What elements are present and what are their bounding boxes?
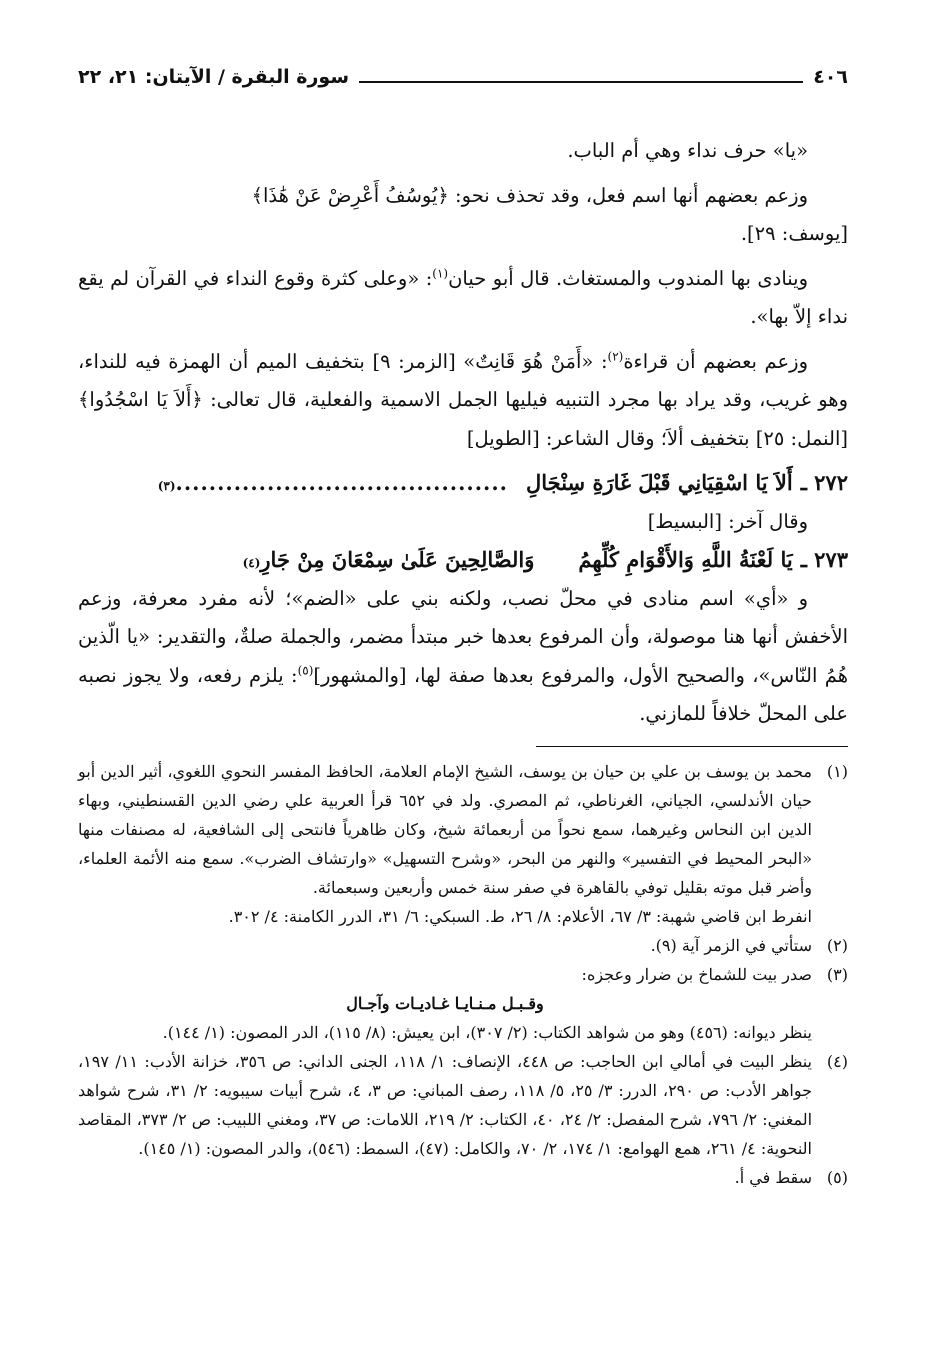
verse-272: ٢٧٢ ـ أَلاَ يَا اسْقِيَانِي قَبْلَ غَارَةِ سِنْجَالِ ........................................ (٣) <box>78 464 848 503</box>
footnote-text: ستأتي في الزمر آية (٩). <box>650 935 812 955</box>
footnote-number: (١) <box>826 761 848 781</box>
footnote-text: صدر بيت للشماخ بن ضرار وعجزه: <box>581 964 812 984</box>
page-number: ٤٠٦ <box>813 66 848 88</box>
footnote-5 <box>78 1163 848 1192</box>
quran-reference: [يوسف: ٢٩]. <box>740 222 848 245</box>
footnote-2 <box>78 931 848 960</box>
footnote-text: سقط في أ. <box>734 1167 812 1187</box>
footnote-verse: وقـبـل مـنـايـا غـاديـات وآجـال <box>346 993 544 1013</box>
footnote-marker[interactable]: (١) <box>432 266 449 280</box>
footnote-reference: انفرط ابن قاضي شهبة: ٣/ ٦٧، الأعلام: ٨/ ٢٦، ط. السبكي: ٦/ ٣١، الدرر الكامنة: ٤/ ٣٠٢. <box>228 906 812 926</box>
footnote-4 <box>78 1047 848 1163</box>
footnote-separator <box>536 746 848 747</box>
footnote-text: ينظر البيت في أمالي ابن الحاجب: ص ٤٤٨، الإنصاف: ١/ ١١٨، الجنى الداني: ص ٣٥٦، خزانة الأدب: ١١/ ١٩٧، جواهر الأدب: ص ٢٩٠، الدرر: ٣/ ٢٥، ٥/ ١١٨، رصف المباني: ص ٣، ٤، شرح أبيات سيبويه: ٢/ ٣١، شرح شواهد المغني: ٢/ ٧٩٦، شرح المفصل: ٢/ ٢٤، ٤٠، الكتاب: ٢/ ٢١٩، اللامات: ص ٣٧، ومغني اللبيب: ص ٢/ ٣٧٣، المقاصد النحوية: ٤/ ٢٦١، همع الهوامع: ١/ ١٧٤، ٢/ ٧٠، والكامل: (٤٧)، السمط: (٥٤٦)، والدر المصون: (١/ ١٤٥). <box>78 1051 813 1158</box>
verse-text: أَلاَ يَا اسْقِيَانِي قَبْلَ غَارَةِ سِنْجَالِ <box>525 470 793 495</box>
footnote-number: (٤) <box>826 1051 848 1071</box>
footnote-3 <box>78 960 848 989</box>
verse-ellipsis: ........................................ <box>175 470 508 495</box>
verse-first-hemistich: يَا لَعْنَةُ اللَّهِ وَالأَقْوَامِ كُلِّهِمُ <box>578 547 793 572</box>
main-text <box>78 132 848 734</box>
footnote-reference: ينظر ديوانه: (٤٥٦) وهو من شواهد الكتاب: (٢/ ٣٠٧)، ابن يعيش: (٨/ ١١٥)، الدر المصون: (١/ ١٤٤). <box>162 1022 812 1042</box>
verse-number: ٢٧٢ ـ <box>800 470 848 495</box>
verse-273: ٢٧٣ ـ يَا لَعْنَةُ اللَّهِ وَالأَقْوَامِ كُلِّهِمُ وَالصَّالِحِينَ عَلَىٰ سِمْعَانَ مِنْ جَارِ (٤) <box>78 541 848 580</box>
paragraph: و «أي» اسم منادى في محلّ نصب، ولكنه بني على «الضم»؛ لأنه مفرد معرفة، وزعم الأخفش أنها هنا موصولة، وأن المرفوع بعدها خبر مبتدأ مضمر، والجملة صلةٌ، والتقدير: «يا الّذين هُمُ النّاس»، والصحيح الأول، والمرفوع بعدها صفة لها، [والمشهور]$^{(٥)}$: يلزم رفعه، ولا يجوز نصبه على المحلّ خلافاً للمازني. <box>78 586 848 725</box>
paragraph: وقال آخر: [البسيط] <box>647 509 808 533</box>
footnotes <box>78 757 848 1192</box>
footnote-number: (٥) <box>826 1167 848 1187</box>
verse-number: ٢٧٣ ـ <box>800 547 848 572</box>
footnote-text: محمد بن يوسف بن علي بن حيان بن يوسف، الشيخ الإمام العلامة، الحافظ المفسر النحوي اللغوي، أثير الدين أبو حيان الأندلسي، الجياني، الغرناطي، ثم المصري. ولد في ٦٥٢ قرأ العربية علي رضي الدين القسنطيني، وبهاء الدين ابن النحاس وغيرهما، سمع نحواً من أربعمائة شيخ، وكان ظاهرياً فانتحى إلى الشافعية، له مصنفات منها «البحر المحيط في التفسير» والنهر من البحر، «وشرح التسهيل» «وارتشاف الضرب». سمع منه الأئمة العلماء، وأضر قبل موته بقليل توفي بالقاهرة في صفر سنة خمس وأربعين وسبعمائة. <box>77 761 812 897</box>
footnote-number: (٣) <box>826 964 848 984</box>
header-rule <box>359 81 803 83</box>
verse-second-hemistich: وَالصَّالِحِينَ عَلَىٰ سِمْعَانَ مِنْ جَارِ <box>260 547 535 572</box>
paragraph: وزعم بعضهم أنها اسم فعل، وقد تحذف نحو: ﴿يُوسُفُ أَعْرِضْ عَنْ هَٰذَا﴾ <box>251 183 808 207</box>
paragraph: وزعم بعضهم أن قراءة$^{(٢)}$: «أَمَنْ هُوَ قَانِتٌ» [الزمر: ٩] بتخفيف الميم أن الهمزة فيه للنداء، وهو غريب، وقد يراد بها مجرد التنبيه فيليها الجمل الاسمية والفعلية، قال تعالى: ﴿أَلاَ يَا اسْجُدُوا﴾ [النمل: ٢٥] بتخفيف ألاَ؛ وقال الشاعر: [الطويل] <box>78 349 848 450</box>
footnote-1 <box>78 757 848 902</box>
book-page <box>78 60 848 1192</box>
running-title: سورة البقرة / الآيتان: ٢١، ٢٢ <box>78 66 350 88</box>
footnote-marker[interactable]: (٥) <box>297 663 314 677</box>
running-header <box>78 60 848 94</box>
paragraph: «يا» حرف نداء وهي أم الباب. <box>567 139 808 162</box>
paragraph: وينادى بها المندوب والمستغاث. قال أبو حيان$^{(١)}$: «وعلى كثرة وقوع النداء في القرآن لم يقع نداء إلاّ بها». <box>78 266 848 328</box>
footnote-number: (٢) <box>826 935 848 955</box>
footnote-marker[interactable]: (٢) <box>607 349 624 363</box>
